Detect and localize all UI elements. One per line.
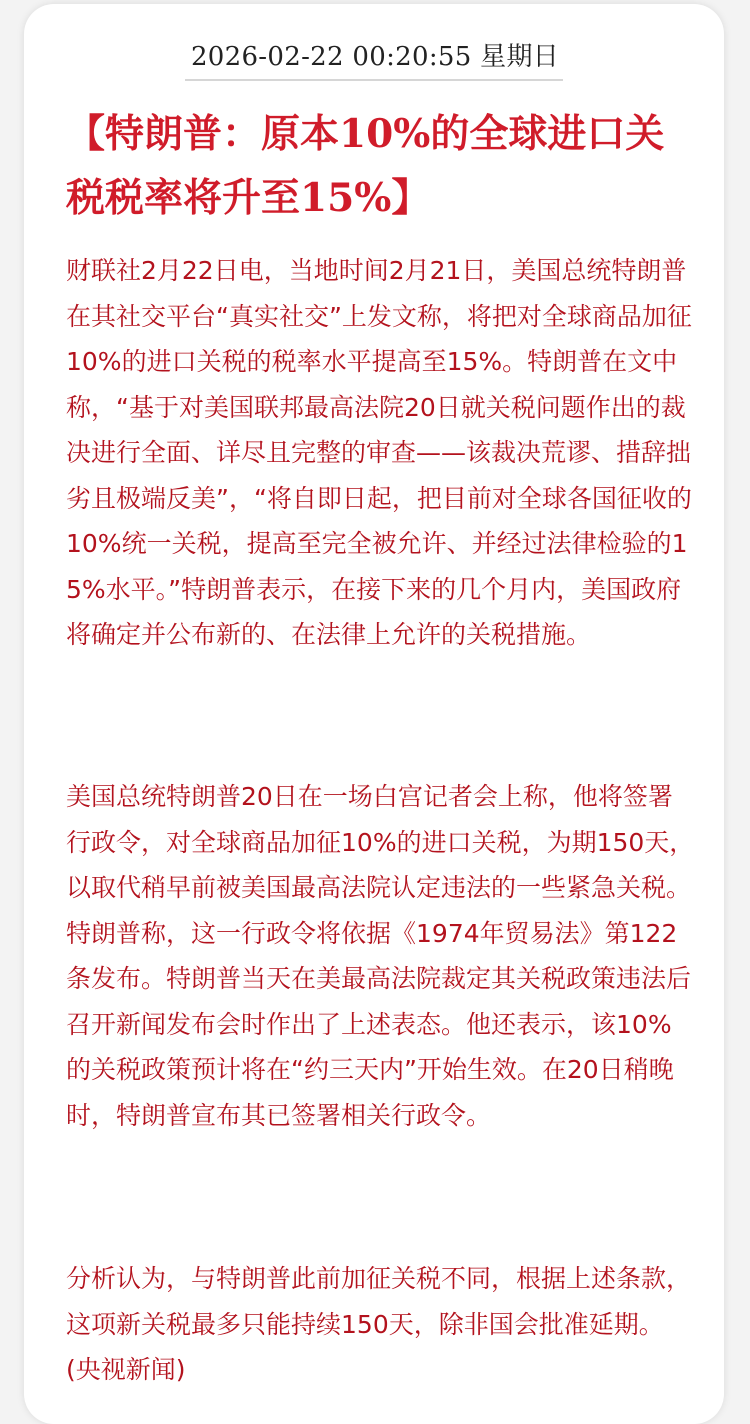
publish-date: 2026-02-22 00:20:55 星期日	[190, 42, 560, 72]
date-divider	[185, 79, 563, 81]
body-paragraph: 财联社2月22日电，当地时间2月21日，美国总统特朗普在其社交平台“真实社交”上发文称，将把对全球商品加征10%的进口关税的税率水平提高至15%。特朗普在文中称，“基于对美国联邦最高法院20日就关税问题作出的裁决进行全面、详尽且完整的审查——该裁决荒谬、措辞拙劣且极端反美”，“将自即日起，把目前对全球各国征收的10%统一关税，提高至完全被允许、并经过法律检验的15%水平。”特朗普表示，在接下来的几个月内，美国政府将确定并公布新的、在法律上允许的关税措施。	[66, 256, 692, 649]
headline	[66, 102, 706, 230]
body-paragraph: 美国总统特朗普20日在一场白宫记者会上称，他将签署行政令，对全球商品加征10%的进口关税，为期150天，以取代稍早前被美国最高法院认定违法的一些紧急关税。特朗普称，这一行政令将依据《1974年贸易法》第122条发布。特朗普当天在美最高法院裁定其关税政策违法后召开新闻发布会时作出了上述表态。他还表示，该10%的关税政策预计将在“约三天内”开始生效。在20日稍晚时，特朗普宣布其已签署相关行政令。	[66, 782, 695, 1130]
body-paragraph: 分析认为，与特朗普此前加征关税不同，根据上述条款，这项新关税最多只能持续150天，除非国会批准延期。 (央视新闻)	[66, 1264, 692, 1384]
headline-line-2: 税税率将升至15%】	[66, 175, 431, 221]
headline-line-1: 【特朗普：原本10%的全球进口关	[66, 111, 665, 157]
